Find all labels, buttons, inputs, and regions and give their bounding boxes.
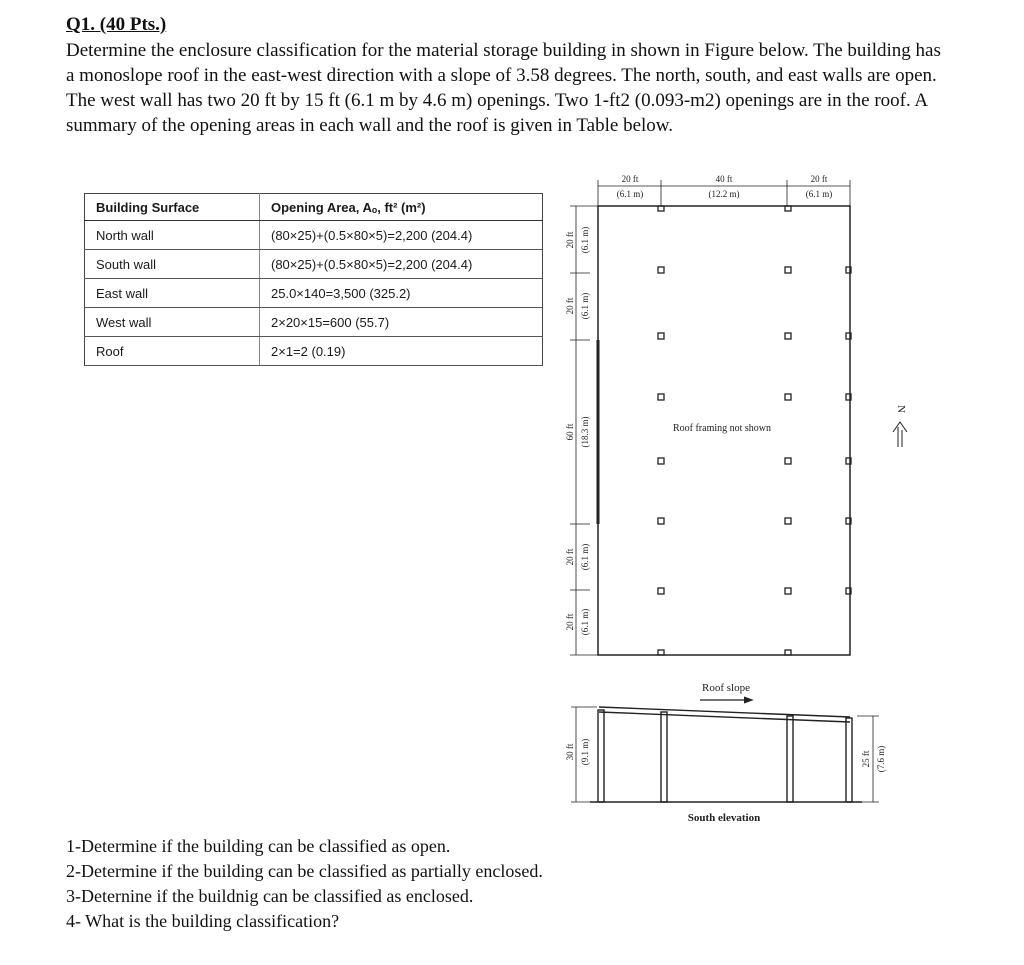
- roof-framing-note: Roof framing not shown: [672, 423, 772, 434]
- side-dim-3-ft: 60 ft: [565, 423, 575, 441]
- cell-surface: Roof: [85, 337, 260, 366]
- table-row: [85, 221, 543, 250]
- north-arrow-icon: [893, 422, 907, 447]
- opening-area-table: [84, 193, 543, 366]
- elevation-label: South elevation: [687, 812, 761, 824]
- cell-surface: South wall: [85, 250, 260, 279]
- top-dim-2-m: (12.2 m): [708, 189, 740, 199]
- task-item: 4- What is the building classification?: [66, 911, 340, 931]
- side-dim-3-m: (18.3 m): [580, 416, 590, 448]
- top-dim-1-m: (6.1 m): [616, 189, 644, 199]
- top-dim-1-ft: 20 ft: [621, 174, 639, 184]
- cell-area: 25.0×140=3,500 (325.2): [260, 279, 543, 308]
- column-marker: [658, 588, 664, 594]
- cell-surface: North wall: [85, 221, 260, 250]
- header-building-surface: Building Surface: [85, 194, 260, 221]
- header-opening-area: Opening Area, Aₒ, ft² (m²): [260, 194, 543, 221]
- cell-surface: West wall: [85, 308, 260, 337]
- column-marker: [785, 588, 791, 594]
- column-marker: [785, 333, 791, 339]
- top-dim-3-ft: 20 ft: [810, 174, 828, 184]
- column-marker: [658, 458, 664, 464]
- column-marker: [785, 518, 791, 524]
- table-row: [85, 337, 543, 366]
- column-marker: [658, 518, 664, 524]
- side-dim-5-m: (6.1 m): [580, 608, 590, 636]
- side-dim-2-ft: 20 ft: [565, 297, 575, 315]
- column-marker: [658, 394, 664, 400]
- south-elevation: [590, 707, 862, 802]
- side-dim-2-m: (6.1 m): [580, 292, 590, 320]
- roof-slope-arrow-icon: [700, 697, 752, 703]
- cell-surface: East wall: [85, 279, 260, 308]
- question-block: [66, 14, 946, 138]
- left-height-ft: 30 ft: [565, 743, 575, 761]
- right-height-ft: 25 ft: [861, 750, 871, 768]
- cell-area: (80×25)+(0.5×80×5)=2,200 (204.4): [260, 250, 543, 279]
- task-item: 1-Determine if the building can be classified as open.: [66, 836, 451, 856]
- column-marker: [658, 267, 664, 273]
- roof-slope-label: Roof slope: [702, 682, 750, 694]
- table-row: [85, 308, 543, 337]
- column-marker: [785, 267, 791, 273]
- top-dim-3-m: (6.1 m): [805, 189, 833, 199]
- side-dim-1-ft: 20 ft: [565, 231, 575, 249]
- table-row: [85, 250, 543, 279]
- side-dim-4-ft: 20 ft: [565, 548, 575, 566]
- table-row: [85, 279, 543, 308]
- table-header-row: [85, 194, 543, 221]
- top-dim-2-ft: 40 ft: [715, 174, 733, 184]
- task-item: 3-Deternine if the buildnig can be classified as enclosed.: [66, 886, 474, 906]
- side-dim-5-ft: 20 ft: [565, 613, 575, 631]
- column-marker: [658, 333, 664, 339]
- column-marker: [785, 458, 791, 464]
- cell-area: 2×1=2 (0.19): [260, 337, 543, 366]
- cell-area: (80×25)+(0.5×80×5)=2,200 (204.4): [260, 221, 543, 250]
- side-dim-4-m: (6.1 m): [580, 543, 590, 571]
- question-heading: Q1. (40 Pts.): [66, 14, 167, 35]
- right-height-m: (7.6 m): [876, 745, 886, 773]
- left-height-m: (9.1 m): [580, 738, 590, 766]
- side-dim-1-m: (6.1 m): [580, 226, 590, 254]
- north-label: N: [895, 405, 907, 413]
- building-figure: [560, 170, 907, 830]
- cell-area: 2×20×15=600 (55.7): [260, 308, 543, 337]
- task-list: [66, 834, 766, 934]
- column-marker: [785, 394, 791, 400]
- question-body: Determine the enclosure classification for the material storage building in shown in Figure below. The building has a monoslope roof in the east-west direction with a slope of 3.58 degrees. The north, south, and east walls are open. The west wall has two 20 ft by 15 ft (6.1 m by 4.6 m) openings. Two 1-ft2 (0.093-m2) openings are in the roof. A summary of the opening areas in each wall and the roof is given in Table below.: [66, 40, 941, 136]
- task-item: 2-Determine if the building can be classified as partially enclosed.: [66, 861, 543, 881]
